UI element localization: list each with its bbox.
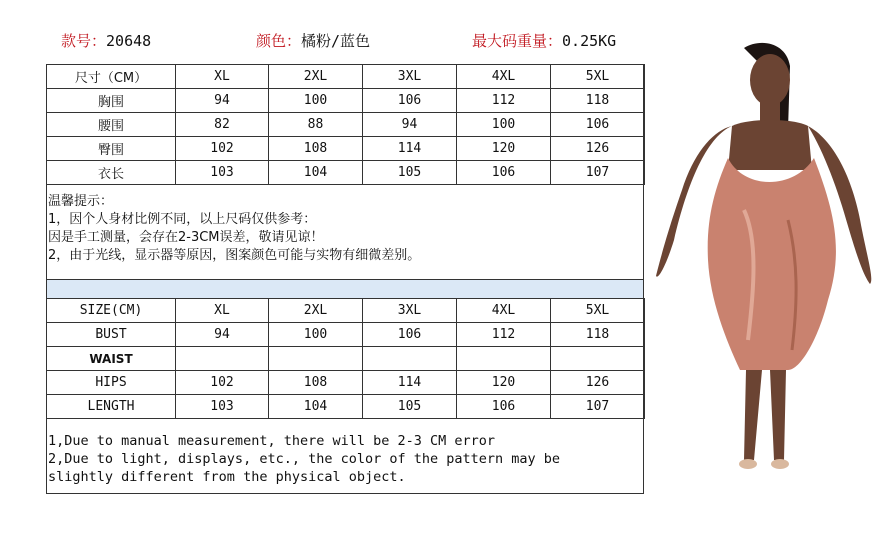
table-cell: 106 — [457, 395, 551, 419]
table-row — [47, 89, 645, 113]
table-cell — [457, 347, 551, 371]
color-label: 颜色： — [256, 32, 302, 50]
column-header: 2XL — [269, 65, 363, 89]
table-cell: 82 — [176, 113, 269, 137]
table-cell: 102 — [176, 371, 269, 395]
column-header: 5XL — [551, 65, 645, 89]
table-cell: 103 — [176, 395, 269, 419]
size-table-en — [46, 298, 645, 419]
table-cell: 94 — [176, 89, 269, 113]
table-cell: 106 — [363, 323, 457, 347]
table-cell: 100 — [457, 113, 551, 137]
row-label: BUST — [47, 323, 176, 347]
table-row — [47, 137, 645, 161]
model-number-label: 款号： — [61, 32, 107, 50]
table-cell: 112 — [457, 323, 551, 347]
table-header-row — [47, 65, 645, 89]
table-cell — [269, 347, 363, 371]
table-cell: 94 — [176, 323, 269, 347]
column-header: 4XL — [457, 299, 551, 323]
table-cell: 106 — [363, 89, 457, 113]
table-row — [47, 161, 645, 185]
table-cell: 120 — [457, 371, 551, 395]
note-line: slightly different from the physical object. — [48, 469, 406, 485]
table-cell: 118 — [551, 89, 645, 113]
column-header: 3XL — [363, 299, 457, 323]
table-row — [47, 323, 645, 347]
color-info — [256, 30, 370, 51]
table-cell: 114 — [363, 371, 457, 395]
weight-info — [472, 30, 616, 51]
model-legs — [744, 370, 786, 460]
table-cell — [551, 347, 645, 371]
section-separator-band — [47, 279, 643, 298]
note-line: 1,Due to manual measurement, there will be 2-3 CM error — [48, 433, 496, 449]
row-label: 胸围 — [47, 89, 176, 113]
table-header-row — [47, 299, 645, 323]
table-cell: 105 — [363, 161, 457, 185]
note-line: 1，因个人身材比例不同，以上尺码仅供参考： — [48, 212, 317, 227]
column-header: 3XL — [363, 65, 457, 89]
table-cell — [363, 347, 457, 371]
note-line: 2，由于光线，显示器等原因，图案颜色可能与实物有细微差别。 — [48, 248, 421, 263]
note-line: 2,Due to light, displays, etc., the color of the pattern may be — [48, 451, 561, 467]
model-number-value: 20648 — [106, 32, 152, 50]
table-cell: 104 — [269, 161, 363, 185]
color-value: 橘粉/蓝色 — [301, 32, 371, 50]
table-cell: 114 — [363, 137, 457, 161]
model-head — [750, 54, 790, 106]
table-cell: 108 — [269, 137, 363, 161]
table-cell: 107 — [551, 395, 645, 419]
row-label: WAIST — [47, 347, 176, 371]
table-row — [47, 395, 645, 419]
column-header: XL — [176, 65, 269, 89]
table-cell: 106 — [551, 113, 645, 137]
model-dress — [708, 158, 836, 370]
column-header: XL — [176, 299, 269, 323]
table-cell: 105 — [363, 395, 457, 419]
table-cell: 112 — [457, 89, 551, 113]
row-label: 衣长 — [47, 161, 176, 185]
model-shoe-left — [739, 459, 757, 469]
table-cell: 100 — [269, 89, 363, 113]
notes-en — [48, 432, 560, 486]
table-cell: 108 — [269, 371, 363, 395]
table-cell: 126 — [551, 137, 645, 161]
model-shoe-right — [771, 459, 789, 469]
model-number — [61, 30, 151, 51]
weight-label: 最大码重量： — [472, 32, 563, 50]
table-cell — [176, 347, 269, 371]
size-table-cn — [46, 64, 645, 185]
note-line: 因是手工测量，会存在2-3CM误差，敬请见谅！ — [48, 230, 324, 245]
notes-title: 温馨提示： — [48, 194, 114, 209]
notes-cn — [48, 193, 420, 265]
weight-value: 0.25KG — [562, 32, 617, 50]
row-label: 腰围 — [47, 113, 176, 137]
table-cell: 120 — [457, 137, 551, 161]
column-header: 5XL — [551, 299, 645, 323]
model-photo — [648, 40, 880, 500]
table-cell: 106 — [457, 161, 551, 185]
column-header: 4XL — [457, 65, 551, 89]
row-label: HIPS — [47, 371, 176, 395]
table-cell: 94 — [363, 113, 457, 137]
row-label: 臀围 — [47, 137, 176, 161]
table-cell: 103 — [176, 161, 269, 185]
table-row — [47, 371, 645, 395]
table-cell: 118 — [551, 323, 645, 347]
row-label: LENGTH — [47, 395, 176, 419]
table-cell: 107 — [551, 161, 645, 185]
column-header: 2XL — [269, 299, 363, 323]
table-cell: 88 — [269, 113, 363, 137]
table-cell: 104 — [269, 395, 363, 419]
column-header: SIZE(CM) — [47, 299, 176, 323]
table-cell: 126 — [551, 371, 645, 395]
column-header: 尺寸（CM） — [47, 65, 176, 89]
table-cell: 102 — [176, 137, 269, 161]
table-row — [47, 347, 645, 371]
table-cell: 100 — [269, 323, 363, 347]
table-row — [47, 113, 645, 137]
